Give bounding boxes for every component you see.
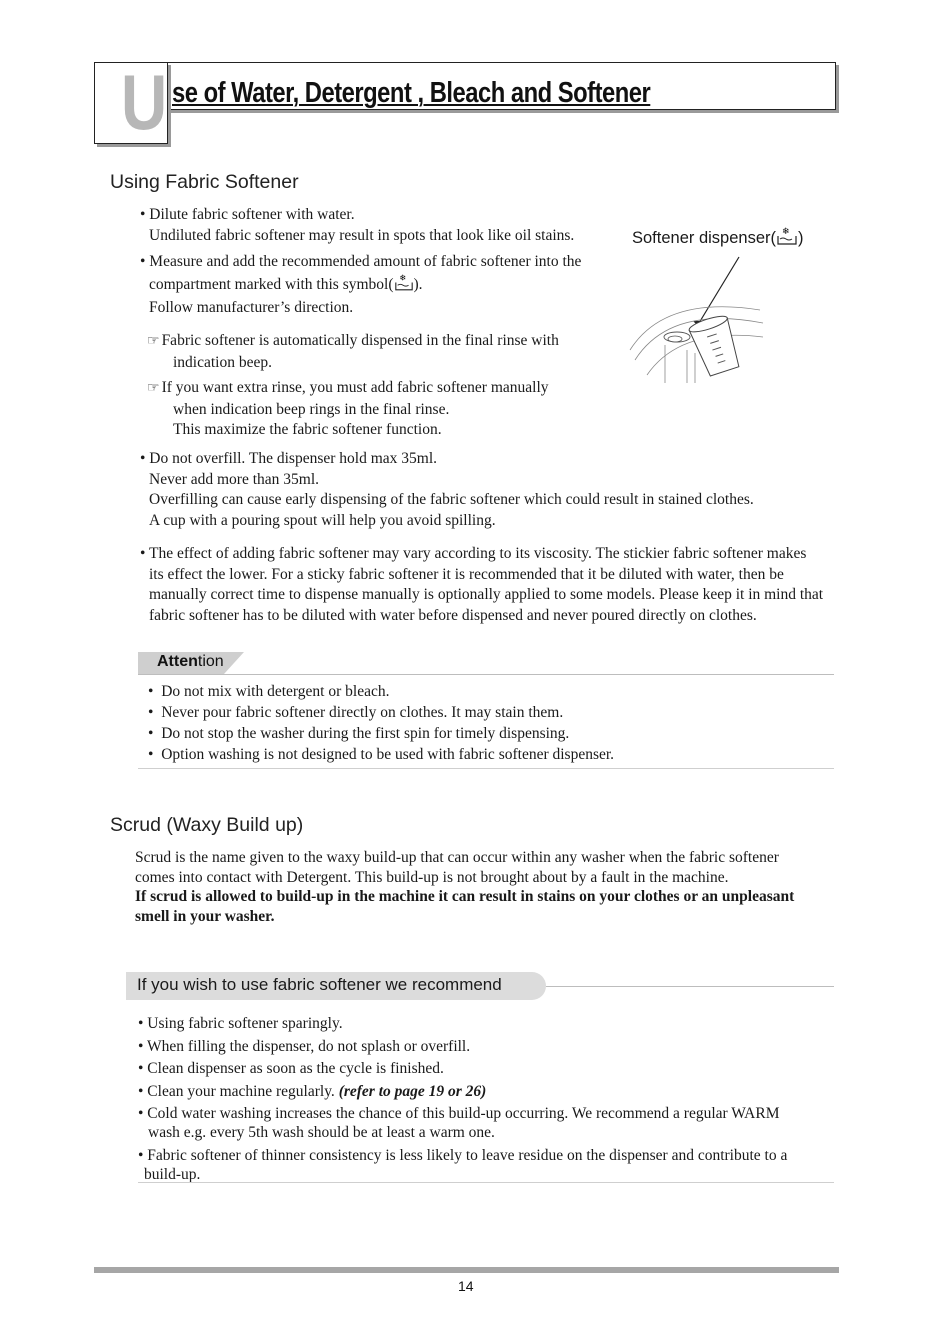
recommend-list <box>138 1013 787 1184</box>
bullet-measure-line-2-end: ). <box>413 275 423 293</box>
bullet-overfill-line-2: Never add more than 35ml. <box>149 470 320 488</box>
softener-symbol-icon <box>394 273 414 299</box>
recommend-item: • Using fabric softener sparingly. <box>138 1015 343 1032</box>
note-auto-dispense-line-2: indication beep. <box>173 353 272 371</box>
attention-tab-slant <box>224 652 244 674</box>
pointing-hand-icon: ☞ <box>147 381 160 396</box>
recommend-item: • Clean dispenser as soon as the cycle is finished. <box>138 1060 444 1078</box>
svg-text:❄: ❄ <box>398 272 406 283</box>
title-initial-letter: U <box>121 58 168 146</box>
recommend-item: • When filling the dispenser, do not splash or overfill. <box>138 1037 471 1055</box>
footer-bar <box>94 1267 839 1273</box>
page-reference: (refer to page 19 or 26) <box>338 1082 487 1100</box>
note-extra-rinse-line-3: This maximize the fabric softener function. <box>173 421 442 439</box>
attention-item-text: Option washing is not designed to be used with fabric softener dispenser. <box>161 746 615 763</box>
recommend-item-text: • Clean your machine regularly. <box>138 1082 339 1100</box>
bullet-overfill-line-3: Overfilling can cause early dispensing of the fabric softener which could result in stained clothes. <box>149 491 754 509</box>
recommend-divider <box>546 986 834 987</box>
recommend-item <box>138 1104 787 1123</box>
bullet-overfill-line-4: A cup with a pouring spout will help you avoid spilling. <box>149 511 496 529</box>
bullet-dilute-line-2: Undiluted fabric softener may result in spots that look like oil stains. <box>149 226 575 244</box>
bullet-viscosity-line-4: fabric softener has to be diluted with water before dispensed and never poured directly on clothes. <box>149 606 757 624</box>
bullet-viscosity-line-1: • The effect of adding fabric softener may vary according to its viscosity. The stickier fabric softener makes <box>140 545 807 562</box>
scrud-paragraph <box>135 848 794 926</box>
bullet-measure-line-3: Follow manufacturer’s direction. <box>149 299 354 317</box>
note-extra-rinse <box>147 378 549 441</box>
attention-item-text: Do not mix with detergent or bleach. <box>161 683 390 700</box>
recommend-heading: If you wish to use fabric softener we recommend <box>137 975 502 994</box>
bullet-dilute <box>140 205 574 246</box>
bullet-measure-line-2-text: compartment marked with this symbol( <box>149 275 394 293</box>
attention-divider-bottom <box>138 768 834 769</box>
scrud-line-2: comes into contact with Detergent. This build-up is not brought about by a fault in the machine. <box>135 868 729 886</box>
dispenser-illustration <box>625 255 765 390</box>
recommend-item <box>138 1146 787 1165</box>
recommend-item-text: • Cold water washing increases the chance of this build-up occurring. We recommend a regular WARM <box>138 1105 780 1123</box>
attention-item-text: Never pour fabric softener directly on clothes. It may stain them. <box>161 704 564 721</box>
scrud-bold-line-1: If scrud is allowed to build-up in the machine it can result in stains on your clothes or an unpleasant <box>135 888 795 905</box>
bullet-overfill <box>140 449 754 531</box>
page-title: se of Water, Detergent , Bleach and Softener <box>172 77 651 109</box>
attention-label-bold: Atten <box>157 653 198 670</box>
bullet-measure-line-2 <box>140 273 581 299</box>
note-extra-rinse-text: If you want extra rinse, you must add fabric softener manually <box>161 379 549 396</box>
note-auto-dispense <box>147 331 559 373</box>
note-auto-dispense-line-1 <box>147 331 559 353</box>
attention-item: • Do not stop the washer during the first spin for timely dispensing. <box>148 725 570 742</box>
recommend-divider-bottom <box>138 1182 834 1183</box>
scrud-line-1: Scrud is the name given to the waxy build-up that can occur within any washer when the fabric softener <box>135 849 779 866</box>
scrud-bold-line-2: smell in your washer. <box>135 907 275 925</box>
bullet-viscosity <box>140 544 823 626</box>
note-extra-rinse-line-2: when indication beep rings in the final rinse. <box>173 400 450 418</box>
recommend-item-continued: wash e.g. every 5th wash should be at least a warm one. <box>148 1124 495 1142</box>
bullet-viscosity-line-3: manually correct time to dispense manually is optionally applied to some models. Please keep it in mind that <box>149 586 824 604</box>
softener-dispenser-label <box>632 226 804 251</box>
recommend-item-text: • Fabric softener of thinner consistency is less likely to leave residue on the dispenser and contribute to a <box>138 1147 788 1165</box>
bullet-measure-line-1: • Measure and add the recommended amount of fabric softener into the <box>140 253 582 270</box>
svg-text:❄: ❄ <box>782 227 790 237</box>
page-number: 14 <box>458 1278 474 1294</box>
dispenser-label-close: ) <box>798 229 804 247</box>
section-heading-fabric-softener: Using Fabric Softener <box>110 171 299 193</box>
attention-item: • Never pour fabric softener directly on clothes. It may stain them. <box>148 704 564 721</box>
note-auto-dispense-text: Fabric softener is automatically dispensed in the final rinse with <box>161 332 559 349</box>
attention-item: • Option washing is not designed to be used with fabric softener dispenser. <box>148 746 615 763</box>
attention-list <box>148 681 614 765</box>
attention-divider-top <box>138 674 834 675</box>
pointing-hand-icon: ☞ <box>147 334 160 349</box>
recommend-item <box>138 1081 787 1104</box>
note-extra-rinse-line-1 <box>147 378 549 400</box>
bullet-measure <box>140 252 581 319</box>
softener-symbol-icon <box>776 226 798 251</box>
section-heading-scrud: Scrud (Waxy Build up) <box>110 814 304 836</box>
attention-item: • Do not mix with detergent or bleach. <box>148 683 390 700</box>
bullet-viscosity-line-2: its effect the lower. For a sticky fabric softener it is recommended that it be diluted with water, then be <box>149 565 784 583</box>
bullet-dilute-line-1: • Dilute fabric softener with water. <box>140 206 355 223</box>
attention-item-text: Do not stop the washer during the first spin for timely dispensing. <box>161 725 570 742</box>
attention-label-rest: tion <box>197 653 224 670</box>
bullet-overfill-line-1: • Do not overfill. The dispenser hold max 35ml. <box>140 450 438 467</box>
attention-label <box>157 653 224 671</box>
recommend-item-continued: build-up. <box>144 1166 201 1184</box>
dispenser-label-text: Softener dispenser( <box>632 229 776 247</box>
